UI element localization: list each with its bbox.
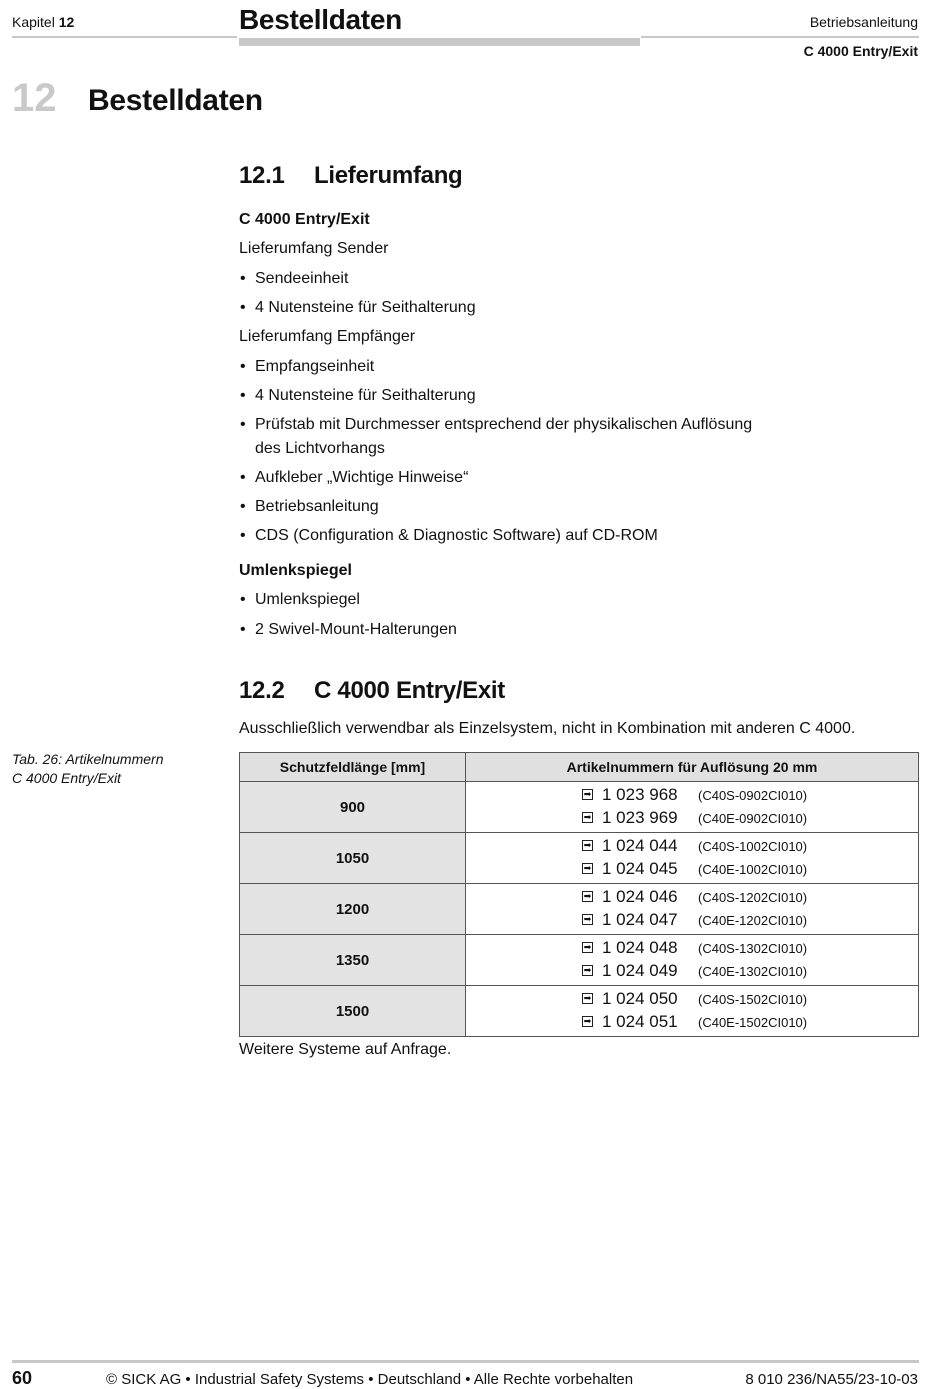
chapter-number: 12 xyxy=(12,76,57,120)
section2-title: C 4000 Entry/Exit xyxy=(314,677,505,704)
col-header-length: Schutzfeldlänge [mm] xyxy=(240,753,466,782)
article-number: 1 024 046 xyxy=(602,887,678,906)
article-number-table xyxy=(239,752,919,1037)
section1-number: 12.1 xyxy=(239,162,285,189)
table-row xyxy=(240,884,919,935)
chapter-title: Bestelldaten xyxy=(88,84,263,117)
article-code: (C40E-1202CI010) xyxy=(698,913,808,928)
article-code: (C40E-1502CI010) xyxy=(698,1015,808,1030)
section2-note: Weitere Systeme auf Anfrage. xyxy=(239,1041,452,1058)
table-caption xyxy=(12,750,163,788)
footer-copyright: © SICK AG • Industrial Safety Systems • Deutschland • Alle Rechte vorbehalten xyxy=(106,1371,634,1388)
length-cell: 1350 xyxy=(240,935,466,986)
article-code: (C40S-1302CI010) xyxy=(698,941,808,956)
article-number: 1 023 969 xyxy=(602,808,678,827)
header-title: Bestelldaten xyxy=(239,4,402,35)
table-row xyxy=(240,782,919,833)
article-code: (C40S-0902CI010) xyxy=(698,788,808,803)
table-row xyxy=(240,833,919,884)
arrow-right-boxed-icon: ➡ xyxy=(583,914,592,924)
arrow-right-boxed-icon: ➡ xyxy=(583,863,592,873)
article-cell xyxy=(466,884,919,935)
length-cell: 1200 xyxy=(240,884,466,935)
header-product: C 4000 Entry/Exit xyxy=(803,43,918,59)
article-number: 1 024 048 xyxy=(602,938,678,957)
arrow-right-boxed-icon: ➡ xyxy=(583,840,592,850)
footer-rule xyxy=(12,1360,919,1363)
arrow-right-boxed-icon: ➡ xyxy=(583,942,592,952)
article-number: 1 024 050 xyxy=(602,989,678,1008)
arrow-right-boxed-icon: ➡ xyxy=(583,965,592,975)
section1-subheading: C 4000 Entry/Exit xyxy=(239,211,370,228)
article-number: 1 024 049 xyxy=(602,961,678,980)
table-caption-line1: Tab. 26: Artikelnummern xyxy=(12,751,164,767)
arrow-right-boxed-icon: ➡ xyxy=(583,789,592,799)
article-cell xyxy=(466,782,919,833)
header-chapter-label: Kapitel xyxy=(12,14,55,30)
section2-intro: Ausschließlich verwendbar als Einzelsystem, nicht in Kombination mit anderen C 4000. xyxy=(239,720,856,737)
header-doc-type: Betriebsanleitung xyxy=(809,14,918,30)
article-number: 1 024 051 xyxy=(602,1012,678,1031)
arrow-right-boxed-icon: ➡ xyxy=(583,891,592,901)
table-row xyxy=(240,986,919,1037)
article-number: 1 024 045 xyxy=(602,859,678,878)
article-cell xyxy=(466,986,919,1037)
article-code: (C40E-0902CI010) xyxy=(698,811,808,826)
section1-title: Lieferumfang xyxy=(314,162,463,189)
header-rule-center xyxy=(239,38,640,46)
table-row xyxy=(240,935,919,986)
header-chapter-number: 12 xyxy=(58,14,75,30)
arrow-right-boxed-icon: ➡ xyxy=(583,993,592,1003)
table-header-row xyxy=(240,753,919,782)
article-cell xyxy=(466,935,919,986)
section2-number: 12.2 xyxy=(239,677,285,704)
header-rule-right xyxy=(641,36,919,38)
article-number: 1 024 044 xyxy=(602,836,678,855)
article-code: (C40E-1302CI010) xyxy=(698,964,808,979)
length-cell: 900 xyxy=(240,782,466,833)
article-code: (C40S-1002CI010) xyxy=(698,839,808,854)
article-code: (C40E-1002CI010) xyxy=(698,862,808,877)
arrow-right-boxed-icon: ➡ xyxy=(583,812,592,822)
length-cell: 1050 xyxy=(240,833,466,884)
article-code: (C40S-1502CI010) xyxy=(698,992,808,1007)
arrow-right-boxed-icon: ➡ xyxy=(583,1016,592,1026)
col-header-article: Artikelnummern für Auflösung 20 mm xyxy=(466,753,919,782)
footer-doc-number: 8 010 236/NA55/23-10-03 xyxy=(745,1371,918,1388)
header-rule-left xyxy=(12,36,237,38)
mirror-subheading: Umlenkspiegel xyxy=(239,562,352,579)
article-cell xyxy=(466,833,919,884)
length-cell: 1500 xyxy=(240,986,466,1037)
header-chapter xyxy=(12,14,74,30)
article-number: 1 023 968 xyxy=(602,785,678,804)
sender-label: Lieferumfang Sender xyxy=(239,240,389,257)
article-number: 1 024 047 xyxy=(602,910,678,929)
footer-page-number: 60 xyxy=(12,1368,33,1388)
table-caption-line2: C 4000 Entry/Exit xyxy=(12,770,121,786)
receiver-label: Lieferumfang Empfänger xyxy=(239,328,416,345)
article-code: (C40S-1202CI010) xyxy=(698,890,808,905)
